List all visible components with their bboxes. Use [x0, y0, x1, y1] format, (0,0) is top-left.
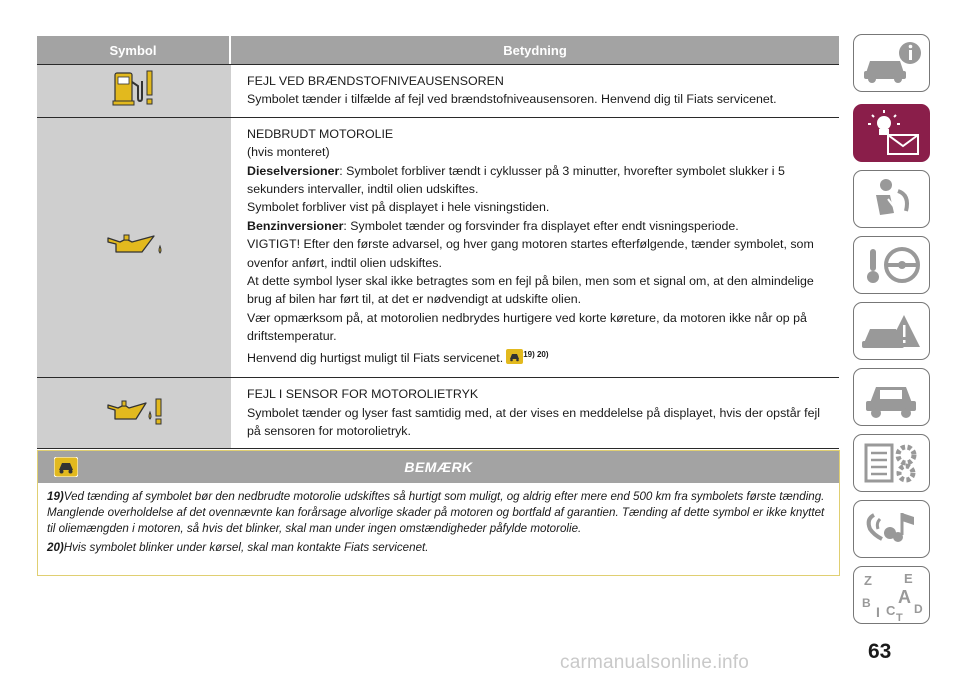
technical-data-icon — [860, 439, 924, 487]
symbol-cell — [37, 118, 231, 377]
table-row — [37, 117, 839, 377]
warning-symbols-table — [37, 36, 839, 449]
symbol-cell — [37, 378, 231, 448]
index-letter: B — [862, 596, 871, 610]
emergency-tab[interactable] — [853, 302, 930, 360]
watermark: carmanualsonline.info — [560, 652, 750, 673]
index-icon — [860, 571, 926, 621]
note-item — [47, 489, 829, 537]
note-title: BEMÆRK — [404, 459, 473, 475]
oil-pressure-warning-icon — [104, 397, 164, 430]
oil-can-icon — [102, 232, 166, 263]
fuel-level-sensor-warning-icon — [111, 68, 157, 113]
note-box — [37, 450, 840, 576]
symbol-cell — [37, 65, 231, 117]
note-number: 19) — [47, 490, 64, 503]
diesel-paragraph — [247, 162, 827, 199]
index-tab[interactable] — [853, 566, 930, 624]
safety-airbag-icon — [860, 175, 924, 223]
warning-lights-tab[interactable] — [853, 104, 930, 162]
index-letter: C — [886, 603, 896, 618]
diesel-text: : Symbolet forbliver tændt i cyklusser på 3 minutter, hvorefter symbolet slukker i 5 sekunders intervaller, indtil olien udskiftes. — [247, 163, 785, 197]
table-header — [37, 36, 839, 64]
technical-data-tab[interactable] — [853, 434, 930, 492]
note-body — [38, 483, 839, 556]
meaning-cell — [231, 65, 839, 117]
starting-driving-icon — [860, 241, 924, 289]
safety-tab[interactable] — [853, 170, 930, 228]
meaning-column-header: Betydning — [231, 36, 839, 64]
car-info-icon — [860, 39, 924, 87]
row-title: NEDBRUDT MOTOROLIE — [247, 126, 394, 141]
index-letter: I — [876, 604, 880, 620]
starting-driving-tab[interactable] — [853, 236, 930, 294]
row-text: Symbolet forbliver vist på displayet i hele visningstiden. — [247, 200, 550, 215]
page-number: 63 — [868, 640, 892, 663]
note-number: 20) — [47, 541, 64, 554]
petrol-paragraph — [247, 217, 827, 235]
index-letter: A — [898, 587, 911, 607]
table-row — [37, 377, 839, 449]
row-text: Symbolet tænder i tilfælde af fejl ved brændstofniveausensoren. Henvend dig til Fiats servicenet. — [247, 92, 777, 107]
car-warning-icon — [506, 349, 523, 369]
meaning-cell — [231, 118, 839, 377]
note-header — [38, 451, 839, 483]
note-text: Hvis symbolet blinker under kørsel, skal man kontakte Fiats servicenet. — [63, 541, 429, 554]
row-text: Vær opmærksom på, at motorolien nedbrydes hurtigere ved korte køreture, da motoren ikke når op på driftstemperatur. — [247, 310, 807, 344]
footnote-refs: 19) 20) — [523, 349, 549, 359]
multimedia-icon — [860, 505, 924, 553]
symbol-column-header: Symbol — [37, 36, 229, 64]
petrol-text: : Symbolet tænder og forsvinder fra displayet efter endt visningsperiode. — [343, 218, 739, 233]
row-subtitle: (hvis monteret) — [247, 145, 330, 160]
maintenance-tab[interactable] — [853, 368, 930, 426]
index-letter: Z — [864, 573, 872, 588]
row-title: FEJL I SENSOR FOR MOTOROLIETRYK — [247, 387, 479, 402]
diesel-label: Dieselversioner — [247, 163, 340, 178]
multimedia-tab[interactable] — [853, 500, 930, 558]
meaning-cell — [231, 378, 839, 448]
maintenance-icon — [860, 373, 924, 421]
contact-text: Henvend dig hurtigst muligt til Fiats servicenet. — [247, 350, 504, 365]
note-text: Ved tænding af symbolet bør den nedbrudte motorolie udskiftes så hurtigt som muligt, og aldrig efter mere end 500 km fra symbolets første tænding. Manglende overholdelse af det ovennævnte kan forårsage alvorlige skader på motoren og bortfald af garantien. Tænding af dette symbol er ikke knyttet til oliemængden i motoren, så hvis det blinker, skal man under ingen omstændigheder påfylde motorolie. — [47, 490, 825, 535]
important-text: VIGTIGT! Efter den første advarsel, og hver gang motoren startes efterfølgende, tænder symbolet, som ovenfor anført, indtil olien udskiftes. — [247, 237, 814, 270]
row-title: FEJL VED BRÆNDSTOFNIVEAUSENSOREN — [247, 74, 504, 88]
car-info-tab[interactable] — [853, 34, 930, 92]
index-letter: E — [904, 571, 913, 586]
index-letter: T — [896, 612, 903, 621]
warning-lights-messages-icon — [860, 109, 924, 157]
petrol-label: Benzinversioner — [247, 218, 344, 233]
index-letter: D — [914, 602, 923, 616]
emergency-icon — [860, 307, 924, 355]
row-text: Symbolet tænder og lyser fast samtidig med, at der vises en meddelelse på displayet, hvis der opstår fejl på sensoren for motorolietryk. — [247, 405, 821, 439]
row-text: At dette symbol lyser skal ikke betragtes som en fejl på bilen, men som et signal om, at den almindelige brug af bilen har ført til, at det er nødvendigt at udskifte olien. — [247, 274, 814, 307]
contact-paragraph — [247, 346, 827, 370]
car-warning-icon — [54, 457, 78, 482]
table-row — [37, 64, 839, 117]
note-item — [47, 540, 829, 556]
